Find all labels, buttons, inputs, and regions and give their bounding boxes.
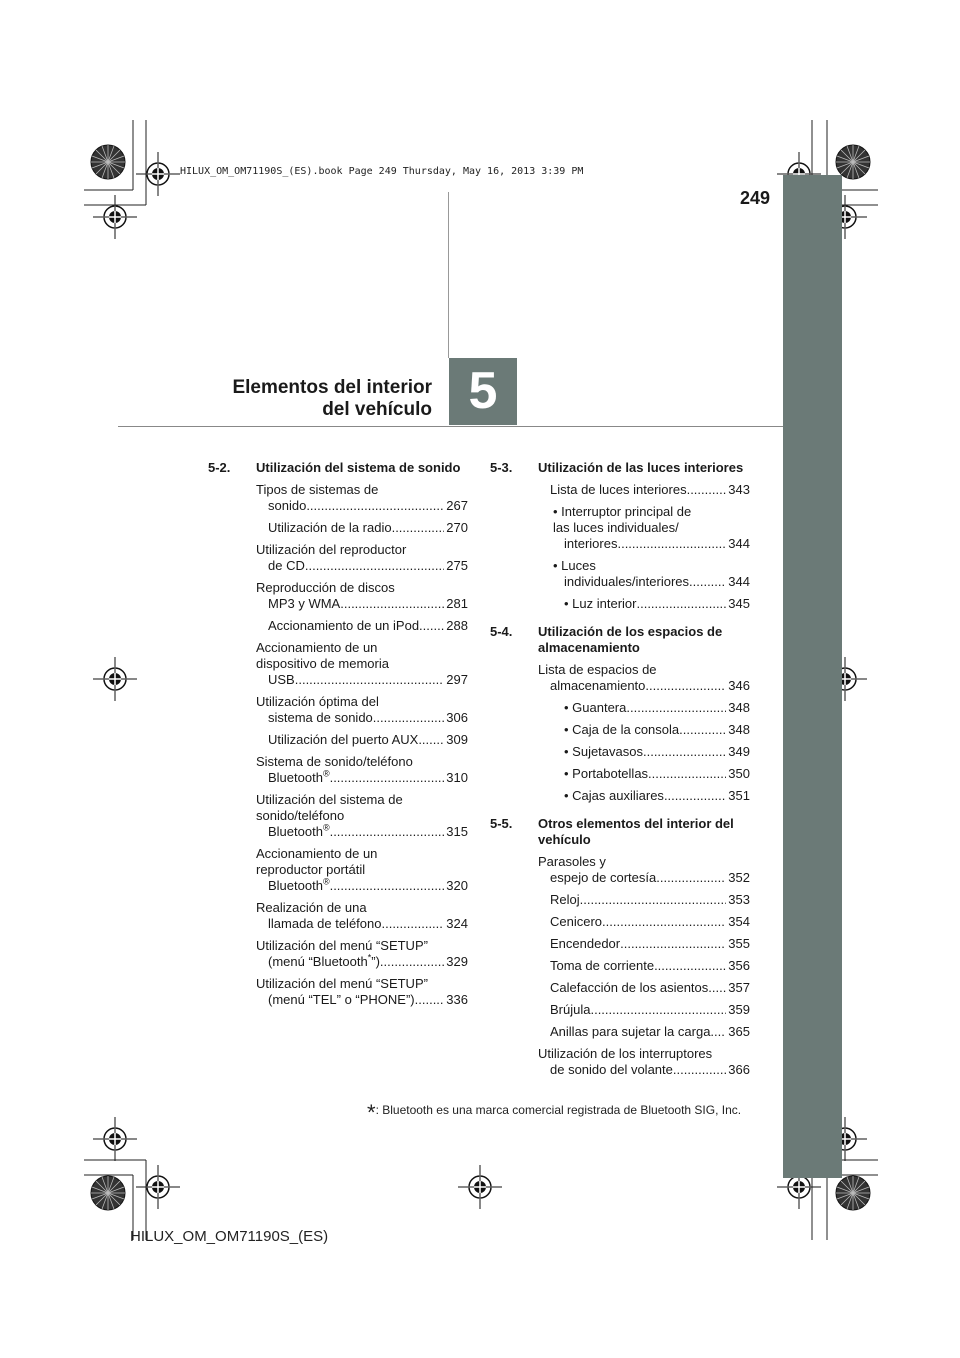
entry-last-line [564,788,750,804]
entry-text-main: • Portabotellas [564,766,649,781]
entry-page-number: 345 [728,596,750,611]
entry-page-number: 348 [728,700,750,715]
entry-page-number: 306 [446,710,468,725]
toc-entry [208,520,468,536]
entry-line: Lista de espacios de [538,662,657,677]
toc-entry [490,892,750,908]
entry-text-main: de CD [268,558,305,573]
entry-text [268,672,295,688]
entry-last-line [550,1062,750,1078]
entry-page-number: 348 [728,722,750,737]
entry-last-line [550,1002,750,1018]
entry-line: Realización de una [256,900,367,915]
entry-superscript: ® [322,822,330,833]
entry-text [550,678,645,694]
entry-page-number: 354 [728,914,750,929]
entry-text-main: Encendedor [550,936,621,951]
crosshair-mark-10 [458,1165,502,1209]
entry-text [268,558,305,574]
entry-leader-dots [392,520,445,536]
entry-text-main: (menú “Bluetooth [268,954,368,969]
entry-text-after: ”) [371,954,380,969]
toc-section-title: Utilización del sistema de sonido [256,460,461,475]
entry-text [564,574,689,590]
crosshair-mark-5 [93,657,137,701]
entry-page-number: 349 [728,744,750,759]
footer-doc-id: HILUX_OM_OM71190S_(ES) [130,1228,329,1245]
toc-entry [208,754,468,786]
entry-leader-dots [330,878,445,894]
entry-page-number: 357 [728,980,750,995]
entry-last-line [268,916,468,932]
entry-last-line [268,992,468,1008]
entry-text-main: • Caja de la consola [564,722,680,737]
entry-last-line [550,482,750,498]
entry-line: las luces individuales/ [553,520,679,535]
toc-section-title: Utilización de los espacios de almacenamiento [538,624,723,655]
entry-line: Reproducción de discos [256,580,395,595]
toc-entry [490,854,750,886]
entry-page-number: 366 [728,1062,750,1077]
entry-text [268,618,419,634]
toc-entry [208,732,468,748]
entry-page-number: 336 [446,992,468,1007]
entry-page-number: 355 [728,936,750,951]
entry-leader-dots [580,892,727,908]
entry-text [268,916,381,932]
entry-page-number: 350 [728,766,750,781]
entry-leader-dots [381,916,444,932]
entry-text [268,954,380,970]
entry-last-line [550,678,750,694]
toc-entry [490,1002,750,1018]
entry-text [564,766,648,782]
entry-text-main: de sonido del volante [550,1062,673,1077]
entry-line: • Luces [553,558,596,573]
entry-last-line [268,498,468,514]
toc-entry [490,662,750,694]
entry-last-line [268,770,468,786]
entry-leader-dots [330,824,445,840]
entry-text-main: Brújula [550,1002,591,1017]
toc-entry [490,1046,750,1078]
toc-section-heading [490,460,750,476]
entry-text-main: individuales/interiores [564,574,690,589]
entry-line: Utilización del menú “SETUP” [256,976,428,991]
entry-leader-dots [636,596,726,612]
entry-text [550,1062,673,1078]
entry-last-line [564,596,750,612]
star-mark-bl [91,1176,125,1210]
toc-entry [208,900,468,932]
entry-page-number: 275 [446,558,468,573]
entry-last-line [268,596,468,612]
entry-text [268,710,373,726]
page-number: 249 [739,188,770,208]
toc-entry [208,618,468,634]
entry-text [268,992,415,1008]
entry-page-number: 352 [728,870,750,885]
entry-text-main: Anillas para sujetar la carga [550,1024,711,1039]
chapter-title [180,377,432,421]
entry-page-number: 346 [728,678,750,693]
entry-leader-dots [708,980,726,996]
toc-entry [490,482,750,498]
entry-text-main: almacenamiento [550,678,646,693]
entry-line: • Interruptor principal de [553,504,692,519]
entry-last-line [564,744,750,760]
toc-entry [208,694,468,726]
entry-page-number: 309 [446,732,468,747]
crosshair-mark-3 [93,195,137,239]
toc-entry [490,958,750,974]
entry-last-line [268,824,468,840]
entry-text [268,732,418,748]
entry-superscript: ® [322,876,330,887]
entry-last-line [564,722,750,738]
toc-bullet-entry [490,596,750,612]
book-info-line: HILUX_OM_OM71190S_(ES).book Page 249 Thursday, May 16, 2013 3:39 PM [180,166,584,177]
entry-leader-dots [643,744,726,760]
entry-text-main: • Sujetavasos [564,744,643,759]
entry-text-main: • Cajas auxiliares [564,788,664,803]
toc-section-number: 5-4. [490,624,513,639]
entry-text [550,1002,590,1018]
entry-leader-dots [602,914,726,930]
toc-entry [490,936,750,952]
entry-text [564,744,643,760]
toc-bullet-entry [490,558,750,590]
entry-text-main: Accionamiento de un iPod [268,618,420,633]
toc-bullet-entry [490,700,750,716]
entry-page-number: 365 [728,1024,750,1039]
entry-line: Utilización óptima del [256,694,379,709]
entry-text [564,536,617,552]
chapter-title-line2: del vehículo [322,399,432,420]
toc-section-number: 5-5. [490,816,513,831]
toc-entry [490,1024,750,1040]
entry-last-line [550,1024,750,1040]
entry-last-line [550,870,750,886]
entry-leader-dots [654,958,726,974]
entry-last-line [550,892,750,908]
entry-text [268,596,340,612]
footnote-star: * [367,1100,376,1125]
entry-leader-dots [679,722,726,738]
toc-entry [208,792,468,840]
entry-text-main: (menú “TEL” o “PHONE”) [268,992,415,1007]
entry-last-line [268,878,468,894]
entry-leader-dots [648,766,726,782]
toc-bullet-entry [490,504,750,552]
entry-line: dispositivo de memoria [256,656,389,671]
entry-last-line [550,936,750,952]
entry-leader-dots [380,954,444,970]
crosshair-mark-7 [93,1117,137,1161]
entry-line: reproductor portátil [256,862,366,877]
entry-line: Accionamiento de un [256,640,378,655]
entry-last-line [268,954,468,970]
toc-bullet-entry [490,744,750,760]
entry-page-number: 288 [446,618,468,633]
entry-line: sonido/teléfono [256,808,345,823]
entry-text-main: Reloj [550,892,580,907]
entry-page-number: 310 [446,770,468,785]
toc-entry [208,580,468,612]
entry-text [550,914,602,930]
toc-section-heading [490,816,750,848]
entry-line: Utilización del sistema de [256,792,403,807]
entry-line: Parasoles y [538,854,606,869]
entry-text [268,770,330,786]
entry-page-number: 270 [446,520,468,535]
crosshair-mark-9 [136,1165,180,1209]
entry-page-number: 329 [446,954,468,969]
entry-leader-dots [687,482,727,498]
toc-entry [208,846,468,894]
entry-page-number: 344 [728,536,750,551]
entry-text-main: Lista de luces interiores [550,482,687,497]
entry-leader-dots [710,1024,726,1040]
entry-text [550,1024,710,1040]
entry-leader-dots [373,710,445,726]
entry-page-number: 356 [728,958,750,973]
toc-right-column [490,460,750,1084]
entry-leader-dots [306,498,444,514]
entry-last-line [564,700,750,716]
entry-leader-dots [645,678,726,694]
toc-entry [490,914,750,930]
entry-text-main: Bluetooth [268,770,323,785]
entry-last-line [268,732,468,748]
entry-text [564,700,626,716]
entry-line: Utilización del menú “SETUP” [256,938,428,953]
entry-text-main: Cenicero [550,914,603,929]
entry-text-main: llamada de teléfono [268,916,382,931]
toc-section-number: 5-2. [208,460,231,475]
header-rule [118,426,783,427]
entry-line: Utilización de los interruptores [538,1046,713,1061]
entry-text [550,958,654,974]
entry-leader-dots [664,788,726,804]
toc-bullet-entry [490,722,750,738]
toc-section-heading [208,460,468,476]
footnote [367,1100,741,1126]
toc-entry [208,482,468,514]
toc-entry [208,938,468,970]
entry-text-main: USB [268,672,295,687]
entry-page-number: 320 [446,878,468,893]
entry-superscript: ® [322,768,330,779]
entry-text-main: interiores [564,536,618,551]
star-mark-tl [91,145,125,179]
header-divider-line [448,192,449,358]
toc-bullet-entry [490,766,750,782]
star-mark-tr [836,145,870,179]
entry-leader-dots [419,618,444,634]
entry-last-line [268,558,468,574]
entry-text [550,892,580,908]
entry-text-main: espejo de cortesía [550,870,657,885]
entry-leader-dots [620,936,726,952]
entry-text [268,878,330,894]
entry-page-number: 267 [446,498,468,513]
entry-last-line [564,574,750,590]
entry-page-number: 324 [446,916,468,931]
entry-line: Sistema de sonido/teléfono [256,754,413,769]
entry-last-line [268,672,468,688]
entry-leader-dots [330,770,445,786]
entry-leader-dots [689,574,726,590]
entry-last-line [268,618,468,634]
toc-entry [208,640,468,688]
entry-last-line [564,536,750,552]
entry-line: Accionamiento de un [256,846,378,861]
chapter-title-line1: Elementos del interior [232,377,432,398]
entry-page-number: 343 [728,482,750,497]
toc-entry [490,980,750,996]
entry-text [550,482,687,498]
entry-text-main: Utilización del puerto AUX [268,732,419,747]
entry-page-number: 359 [728,1002,750,1017]
entry-text [564,722,679,738]
toc-section-heading [490,624,750,656]
entry-text-main: Bluetooth [268,824,323,839]
chapter-number: 5 [449,358,517,425]
entry-leader-dots [340,596,444,612]
entry-text-main: MP3 y WMA [268,596,341,611]
entry-leader-dots [418,732,444,748]
toc-section-number: 5-3. [490,460,513,475]
entry-page-number: 351 [728,788,750,803]
entry-text [268,824,330,840]
star-mark-br [836,1176,870,1210]
entry-text [268,520,392,536]
entry-line: Tipos de sistemas de [256,482,379,497]
entry-leader-dots [673,1062,726,1078]
entry-text-main: • Luz interior [564,596,637,611]
entry-text-main: sonido [268,498,307,513]
entry-text-main: Utilización de la radio [268,520,392,535]
entry-line: Utilización del reproductor [256,542,407,557]
crosshair-mark-1 [136,152,180,196]
entry-text [268,498,306,514]
entry-last-line [564,766,750,782]
entry-superscript: * [367,952,372,963]
entry-text [564,596,636,612]
toc-entry [208,976,468,1008]
entry-text [550,936,620,952]
entry-last-line [550,980,750,996]
entry-page-number: 344 [728,574,750,589]
entry-text-main: sistema de sonido [268,710,373,725]
entry-text-main: Toma de corriente [550,958,655,973]
entry-text [564,788,664,804]
entry-page-number: 315 [446,824,468,839]
entry-leader-dots [590,1002,726,1018]
toc-section-title: Utilización de las luces interiores [538,460,744,475]
chapter-tab-sidebar [783,175,842,1178]
entry-leader-dots [305,558,444,574]
entry-leader-dots [617,536,726,552]
entry-leader-dots [295,672,445,688]
entry-last-line [268,710,468,726]
entry-last-line [550,914,750,930]
footnote-text: : Bluetooth es una marca comercial registrada de Bluetooth SIG, Inc. [375,1103,742,1117]
toc-entry [208,542,468,574]
entry-page-number: 281 [446,596,468,611]
entry-last-line [550,958,750,974]
entry-page-number: 297 [446,672,468,687]
entry-text-main: • Guantera [564,700,627,715]
entry-text [550,980,708,996]
toc-section-title: Otros elementos del interior del vehículo [538,816,734,847]
entry-text-main: Calefacción de los asientos [550,980,709,995]
entry-leader-dots [415,992,445,1008]
entry-page-number: 353 [728,892,750,907]
entry-leader-dots [626,700,726,716]
entry-last-line [268,520,468,536]
entry-leader-dots [656,870,726,886]
entry-text-main: Bluetooth [268,878,323,893]
toc-bullet-entry [490,788,750,804]
toc-left-column [208,460,468,1014]
entry-text [550,870,656,886]
